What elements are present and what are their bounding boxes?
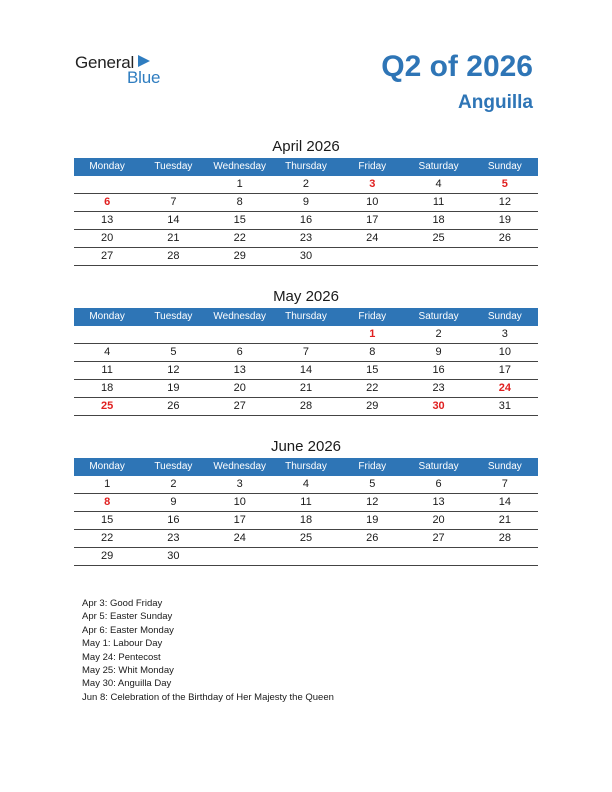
week-row: [74, 344, 538, 362]
day-cell: 29: [101, 550, 114, 562]
holiday-day-cell: 24: [498, 382, 511, 394]
weekday-label: Sunday: [487, 311, 522, 322]
day-cell: 11: [432, 196, 445, 208]
week-row: [74, 230, 538, 248]
day-cell: 28: [299, 400, 313, 412]
day-cell: 26: [498, 232, 511, 244]
empty-day-cell: [207, 548, 273, 565]
weeks-grid: [74, 476, 538, 566]
week-row: [74, 398, 538, 416]
day-cell: 26: [366, 532, 379, 544]
day-cell: 18: [101, 382, 114, 394]
weekday-label: Tuesday: [154, 161, 193, 172]
month-title: April 2026: [272, 138, 340, 155]
day-cell: 2: [302, 178, 310, 190]
month-calendar-april: [74, 136, 538, 266]
weekday-label: Tuesday: [154, 311, 193, 322]
day-cell: 21: [498, 514, 511, 526]
day-cell: 12: [498, 196, 511, 208]
day-cell: 16: [299, 214, 313, 226]
empty-day-cell: [405, 548, 471, 565]
week-row: [74, 248, 538, 266]
empty-day-cell: [74, 326, 140, 343]
month-calendar-june: [74, 436, 538, 566]
day-cell: 2: [435, 328, 442, 340]
weekday-label: Friday: [358, 161, 387, 172]
day-cell: 6: [236, 346, 243, 358]
weekday-label: Sunday: [487, 161, 522, 172]
day-cell: 8: [369, 346, 376, 358]
day-cell: 10: [498, 346, 511, 358]
day-cell: 23: [432, 382, 445, 394]
day-cell: 27: [233, 400, 246, 412]
holiday-day-cell: 3: [369, 178, 376, 190]
weekday-label: Thursday: [285, 311, 327, 322]
day-cell: 17: [233, 514, 246, 526]
week-row: [74, 494, 538, 512]
day-cell: 27: [101, 250, 114, 262]
day-cell: 4: [435, 178, 442, 190]
day-cell: 7: [170, 196, 177, 208]
empty-day-cell: [140, 176, 206, 193]
empty-day-cell: [472, 548, 538, 565]
day-cell: 16: [432, 364, 445, 376]
weekday-label: Thursday: [285, 161, 327, 172]
holiday-list: [82, 597, 334, 704]
holiday-item: Apr 5: Easter Sunday: [82, 611, 173, 623]
weekday-label: Sunday: [487, 461, 522, 472]
week-row: [74, 476, 538, 494]
holiday-day-cell: 8: [104, 496, 111, 508]
day-cell: 14: [498, 496, 511, 508]
holiday-item: Apr 3: Good Friday: [82, 598, 163, 609]
day-cell: 4: [302, 478, 310, 490]
day-cell: 7: [501, 478, 508, 490]
day-cell: 20: [233, 382, 246, 394]
day-cell: 25: [432, 232, 445, 244]
holiday-item: May 30: Anguilla Day: [82, 678, 172, 690]
day-cell: 19: [167, 382, 180, 394]
holiday-day-cell: 5: [501, 178, 508, 190]
day-cell: 21: [167, 232, 180, 244]
day-cell: 6: [435, 478, 442, 490]
day-cell: 8: [236, 196, 243, 208]
holiday-item: May 24: Pentecost: [82, 651, 161, 663]
day-cell: 31: [498, 400, 511, 412]
day-cell: 3: [236, 478, 243, 490]
month-title: June 2026: [270, 438, 342, 455]
day-cell: 24: [366, 232, 379, 244]
weekday-label: Monday: [89, 311, 125, 322]
day-cell: 7: [302, 346, 310, 358]
holiday-day-cell: 25: [101, 400, 114, 412]
weekday-label: Saturday: [418, 161, 459, 172]
weekday-label: Thursday: [285, 461, 327, 472]
empty-day-cell: [74, 176, 140, 193]
quarter-title: Q2 of 2026: [381, 50, 533, 83]
weeks-grid: [74, 326, 538, 416]
day-cell: 5: [170, 346, 177, 358]
weekday-label: Wednesday: [213, 461, 267, 472]
week-row: [74, 212, 538, 230]
weekday-label: Wednesday: [213, 161, 267, 172]
day-cell: 29: [366, 400, 379, 412]
day-cell: 10: [366, 196, 379, 208]
day-cell: 17: [498, 364, 511, 376]
day-cell: 15: [233, 214, 246, 226]
week-row: [74, 380, 538, 398]
day-cell: 4: [104, 346, 111, 358]
weekday-label: Monday: [89, 161, 125, 172]
day-cell: 30: [167, 550, 180, 562]
week-row: [74, 194, 538, 212]
weekday-label: Friday: [358, 461, 387, 472]
day-cell: 16: [167, 514, 180, 526]
day-cell: 22: [233, 232, 246, 244]
day-cell: 1: [104, 478, 111, 490]
logo-text-general: General: [75, 53, 135, 72]
day-cell: 10: [233, 496, 246, 508]
empty-day-cell: [339, 248, 405, 265]
weekday-label: Wednesday: [213, 311, 267, 322]
weekday-label: Saturday: [418, 311, 459, 322]
weekday-header-row: [74, 158, 538, 176]
day-cell: 1: [236, 178, 243, 190]
holiday-item: May 1: Labour Day: [82, 638, 163, 650]
week-row: [74, 176, 538, 194]
day-cell: 9: [302, 196, 310, 208]
empty-day-cell: [273, 326, 339, 343]
empty-day-cell: [273, 548, 339, 565]
weekday-label: Friday: [358, 311, 387, 322]
weekday-header-row: [74, 308, 538, 326]
day-cell: 17: [366, 214, 379, 226]
day-cell: 20: [101, 232, 114, 244]
weekday-label: Monday: [89, 461, 125, 472]
day-cell: 9: [435, 346, 442, 358]
day-cell: 21: [299, 382, 313, 394]
holiday-day-cell: 6: [104, 196, 111, 208]
weeks-grid: [74, 176, 538, 266]
day-cell: 15: [366, 364, 379, 376]
day-cell: 18: [432, 214, 445, 226]
generalblue-logo: [75, 50, 175, 90]
holiday-item: Jun 8: Celebration of the Birthday of Her Majesty the Queen: [82, 691, 334, 703]
holiday-day-cell: 1: [369, 328, 376, 340]
day-cell: 13: [101, 214, 114, 226]
day-cell: 9: [170, 496, 177, 508]
day-cell: 5: [369, 478, 376, 490]
holiday-day-cell: 30: [432, 400, 445, 412]
day-cell: 26: [167, 400, 180, 412]
logo-flag-icon: [138, 55, 150, 67]
day-cell: 20: [432, 514, 445, 526]
week-row: [74, 548, 538, 566]
day-cell: 28: [498, 532, 511, 544]
day-cell: 2: [170, 478, 177, 490]
day-cell: 14: [299, 364, 313, 376]
day-cell: 23: [167, 532, 180, 544]
weekday-header-row: [74, 458, 538, 476]
day-cell: 12: [167, 364, 180, 376]
weekday-label: Saturday: [418, 461, 459, 472]
day-cell: 27: [432, 532, 445, 544]
day-cell: 22: [101, 532, 114, 544]
day-cell: 28: [167, 250, 180, 262]
week-row: [74, 326, 538, 344]
day-cell: 11: [101, 364, 113, 376]
day-cell: 22: [366, 382, 379, 394]
day-cell: 23: [299, 232, 313, 244]
day-cell: 30: [299, 250, 313, 262]
empty-day-cell: [405, 248, 471, 265]
day-cell: 25: [299, 532, 313, 544]
day-cell: 3: [501, 328, 508, 340]
week-row: [74, 362, 538, 380]
country-name: Anguilla: [458, 92, 533, 113]
day-cell: 24: [233, 532, 246, 544]
day-cell: 12: [366, 496, 379, 508]
holiday-item: May 25: Whit Monday: [82, 665, 174, 677]
day-cell: 13: [233, 364, 246, 376]
day-cell: 29: [233, 250, 246, 262]
day-cell: 13: [432, 496, 445, 508]
month-title: May 2026: [273, 288, 339, 305]
empty-day-cell: [207, 326, 273, 343]
day-cell: 11: [300, 496, 312, 508]
day-cell: 14: [167, 214, 180, 226]
day-cell: 19: [498, 214, 511, 226]
empty-day-cell: [472, 248, 538, 265]
weekday-label: Tuesday: [154, 461, 193, 472]
day-cell: 15: [101, 514, 114, 526]
week-row: [74, 530, 538, 548]
day-cell: 19: [366, 514, 379, 526]
empty-day-cell: [140, 326, 206, 343]
week-row: [74, 512, 538, 530]
holiday-item: Apr 6: Easter Monday: [82, 624, 174, 636]
day-cell: 18: [299, 514, 313, 526]
logo-text-blue: Blue: [127, 68, 161, 87]
empty-day-cell: [339, 548, 405, 565]
month-calendar-may: [74, 286, 538, 416]
